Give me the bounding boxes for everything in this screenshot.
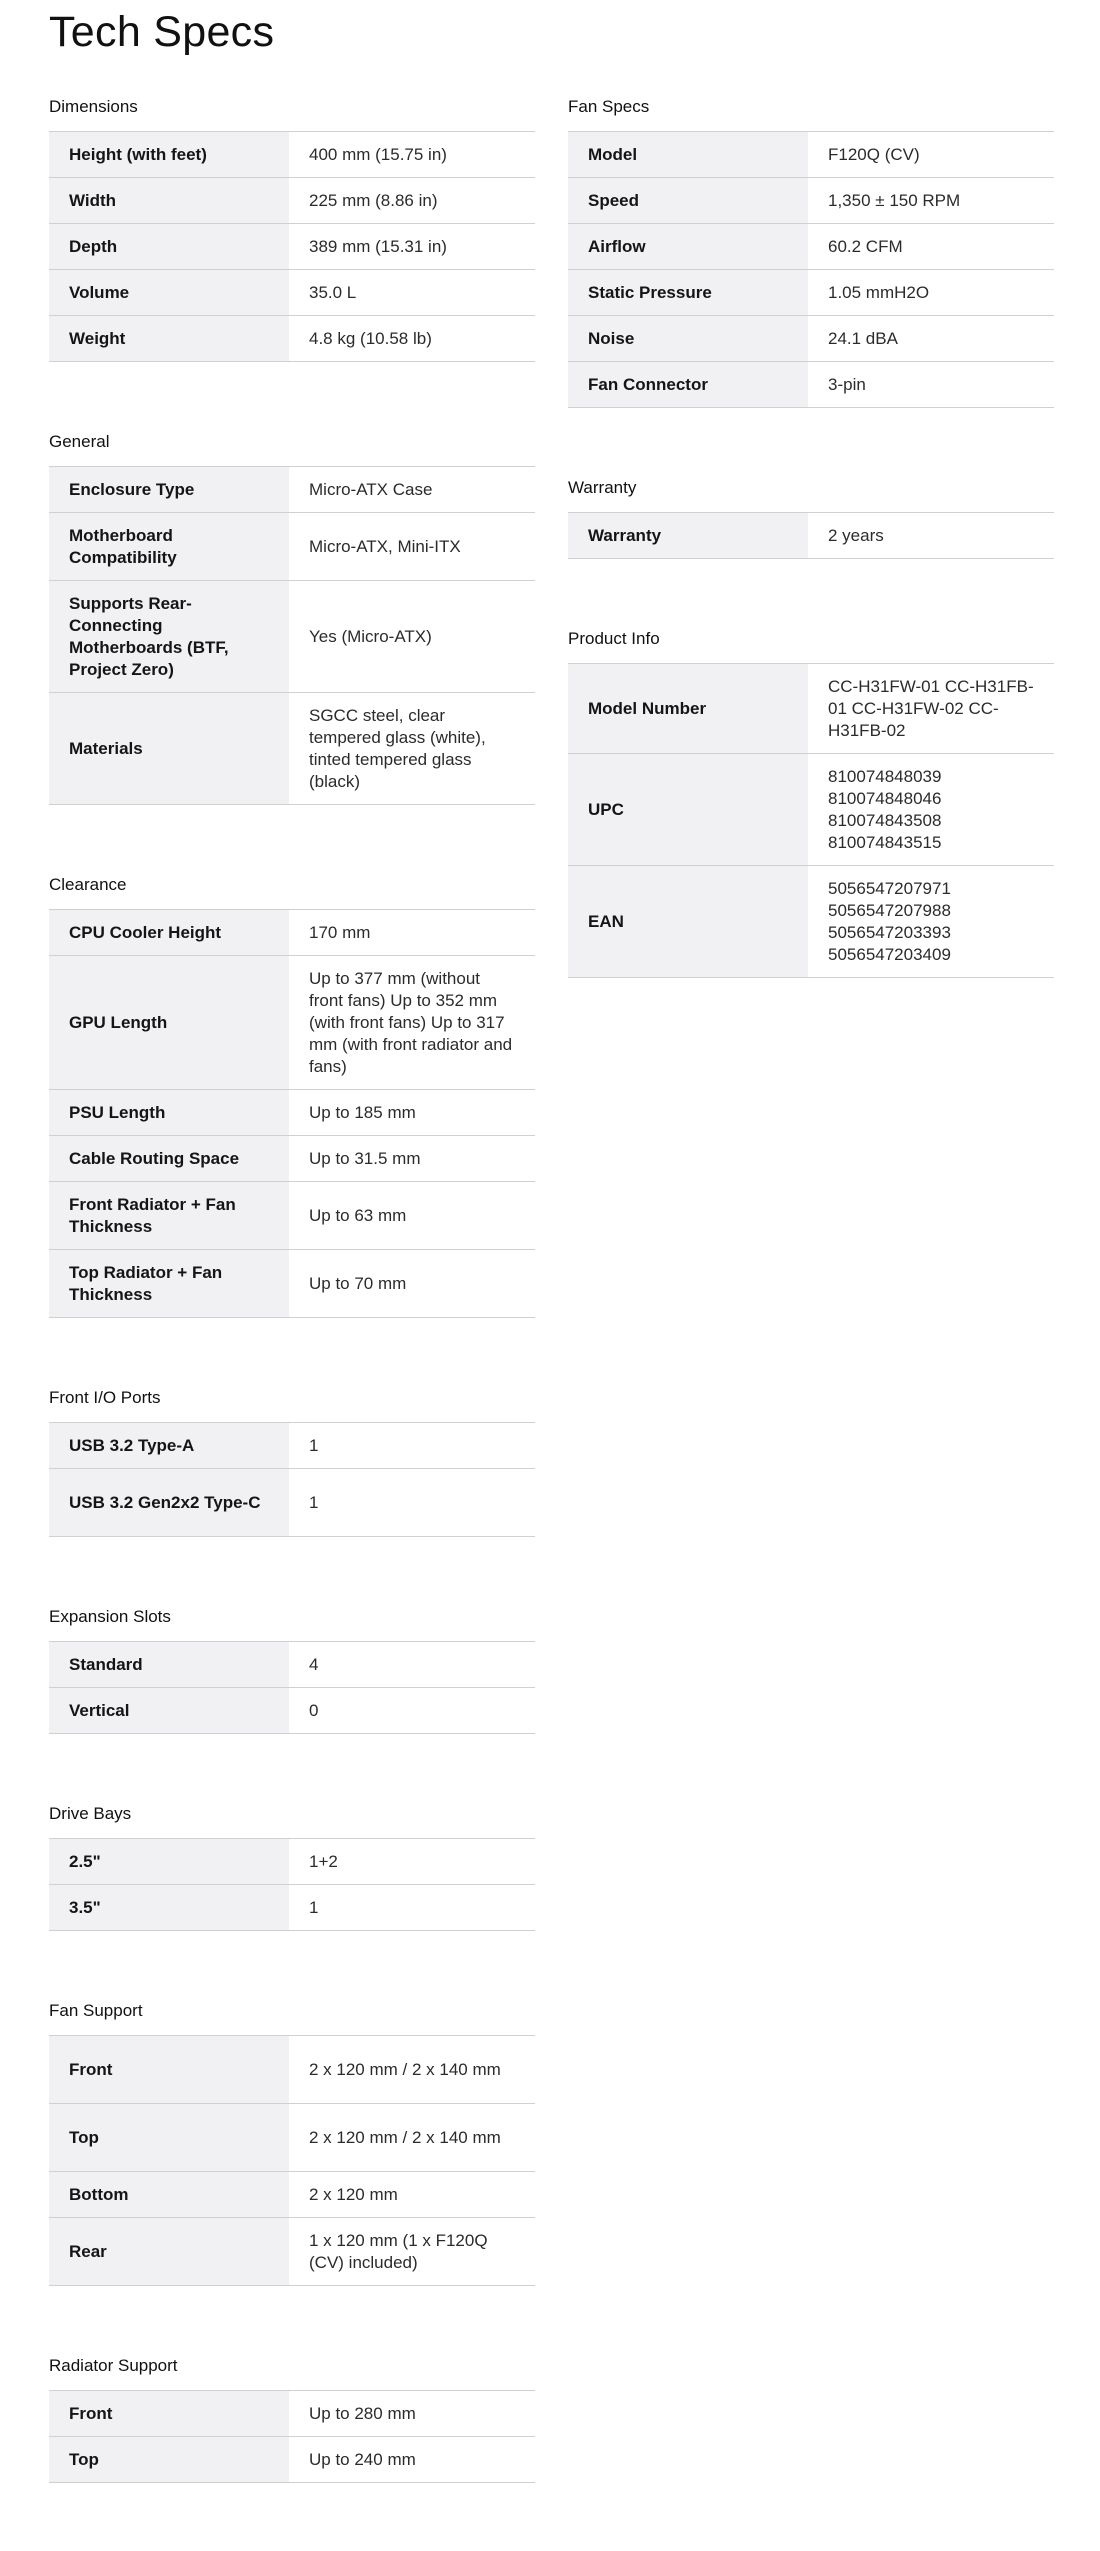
section-title: Drive Bays bbox=[49, 1804, 132, 1823]
spec-label: Height (with feet) bbox=[49, 132, 289, 178]
spec-table bbox=[49, 909, 535, 1318]
spec-label: Noise bbox=[568, 316, 808, 362]
spec-row bbox=[568, 316, 1054, 362]
spec-table bbox=[568, 663, 1054, 978]
spec-label: Cable Routing Space bbox=[49, 1136, 289, 1182]
spec-row bbox=[49, 316, 535, 362]
spec-label: Weight bbox=[49, 316, 289, 362]
spec-label: Standard bbox=[49, 1642, 289, 1688]
spec-row bbox=[49, 1642, 535, 1688]
section-title: Dimensions bbox=[49, 97, 138, 116]
spec-value: 389 mm (15.31 in) bbox=[309, 236, 447, 256]
section-title: Fan Specs bbox=[568, 97, 650, 116]
section-title: Warranty bbox=[568, 478, 637, 497]
spec-row bbox=[49, 910, 535, 956]
spec-label: Warranty bbox=[568, 513, 808, 559]
right-spec-column bbox=[568, 95, 1054, 1046]
section-warranty bbox=[568, 476, 1054, 559]
spec-row bbox=[49, 2172, 535, 2218]
spec-value: Micro-ATX Case bbox=[309, 479, 433, 499]
spec-label: GPU Length bbox=[49, 956, 289, 1090]
spec-value: 24.1 dBA bbox=[828, 328, 898, 348]
spec-row bbox=[568, 754, 1054, 866]
spec-value: 1 bbox=[309, 1435, 319, 1455]
spec-label: Static Pressure bbox=[568, 270, 808, 316]
spec-label: Enclosure Type bbox=[49, 467, 289, 513]
spec-value: Up to 31.5 mm bbox=[309, 1148, 421, 1168]
spec-label: USB 3.2 Type-A bbox=[49, 1423, 289, 1469]
spec-label: Volume bbox=[49, 270, 289, 316]
spec-label: Top bbox=[49, 2104, 289, 2172]
section-title: Radiator Support bbox=[49, 2356, 178, 2375]
spec-table bbox=[568, 512, 1054, 559]
section-product-info bbox=[568, 627, 1054, 978]
section-fan-specs bbox=[568, 95, 1054, 408]
spec-label: 2.5" bbox=[49, 1839, 289, 1885]
spec-value: 2 x 120 mm / 2 x 140 mm bbox=[309, 2059, 501, 2079]
spec-value: 2 x 120 mm bbox=[309, 2184, 398, 2204]
section-front-io-ports bbox=[49, 1386, 535, 1537]
spec-value: 3-pin bbox=[828, 374, 866, 394]
spec-row bbox=[49, 2218, 535, 2286]
spec-row bbox=[568, 866, 1054, 978]
spec-row bbox=[49, 224, 535, 270]
spec-value: Yes (Micro-ATX) bbox=[309, 626, 432, 646]
spec-row bbox=[49, 1250, 535, 1318]
spec-label: Vertical bbox=[49, 1688, 289, 1734]
spec-value: 2 years bbox=[828, 525, 884, 545]
spec-row bbox=[49, 2437, 535, 2483]
section-dimensions bbox=[49, 95, 535, 362]
spec-label: Width bbox=[49, 178, 289, 224]
left-spec-column bbox=[49, 95, 535, 2551]
spec-value: F120Q (CV) bbox=[828, 144, 920, 164]
spec-label: Depth bbox=[49, 224, 289, 270]
spec-value: Up to 63 mm bbox=[309, 1205, 407, 1225]
spec-label: UPC bbox=[568, 754, 808, 866]
spec-value: 1.05 mmH2O bbox=[828, 282, 930, 302]
spec-label: Model Number bbox=[568, 664, 808, 754]
spec-value: 60.2 CFM bbox=[828, 236, 903, 256]
section-fan-support bbox=[49, 1999, 535, 2286]
spec-table bbox=[49, 1838, 535, 1931]
spec-row bbox=[49, 178, 535, 224]
spec-row bbox=[568, 132, 1054, 178]
spec-label: Front bbox=[49, 2036, 289, 2104]
spec-row bbox=[49, 581, 535, 693]
spec-value: 4 bbox=[309, 1654, 319, 1674]
section-title: Expansion Slots bbox=[49, 1607, 171, 1626]
spec-row bbox=[49, 1136, 535, 1182]
spec-label: Motherboard Compatibility bbox=[49, 513, 289, 581]
spec-label: Fan Connector bbox=[568, 362, 808, 408]
spec-row bbox=[49, 1469, 535, 1537]
spec-value: Up to 377 mm (without front fans) Up to 352 mm (with front fans) Up to 317 mm (with front radiator and fans) bbox=[309, 968, 513, 1076]
spec-value: Micro-ATX, Mini-ITX bbox=[309, 536, 461, 556]
spec-row bbox=[49, 1423, 535, 1469]
page-title: Tech Specs bbox=[49, 8, 275, 56]
spec-row bbox=[568, 178, 1054, 224]
section-clearance bbox=[49, 873, 535, 1318]
spec-row bbox=[568, 664, 1054, 754]
spec-table bbox=[49, 1641, 535, 1734]
section-title: Product Info bbox=[568, 629, 660, 648]
section-title: Fan Support bbox=[49, 2001, 143, 2020]
spec-value: 0 bbox=[309, 1700, 319, 1720]
spec-label: Front Radiator + Fan Thickness bbox=[49, 1182, 289, 1250]
spec-label: EAN bbox=[568, 866, 808, 978]
spec-value: Up to 280 mm bbox=[309, 2403, 416, 2423]
spec-value: 810074848039 810074848046 810074843508 810074843515 bbox=[828, 766, 942, 852]
section-title: Clearance bbox=[49, 875, 127, 894]
spec-row bbox=[49, 693, 535, 805]
spec-value: Up to 70 mm bbox=[309, 1273, 407, 1293]
spec-row bbox=[49, 1688, 535, 1734]
spec-label: USB 3.2 Gen2x2 Type-C bbox=[49, 1469, 289, 1537]
spec-label: Speed bbox=[568, 178, 808, 224]
spec-row bbox=[568, 513, 1054, 559]
spec-row bbox=[49, 1839, 535, 1885]
spec-row bbox=[49, 956, 535, 1090]
spec-table bbox=[568, 131, 1054, 408]
spec-row bbox=[49, 1090, 535, 1136]
spec-value: 2 x 120 mm / 2 x 140 mm bbox=[309, 2127, 501, 2147]
section-title: General bbox=[49, 432, 110, 451]
spec-label: PSU Length bbox=[49, 1090, 289, 1136]
spec-value: 170 mm bbox=[309, 922, 371, 942]
section-drive-bays bbox=[49, 1802, 535, 1931]
spec-table bbox=[49, 2390, 535, 2483]
spec-row bbox=[49, 2036, 535, 2104]
spec-value: 225 mm (8.86 in) bbox=[309, 190, 438, 210]
spec-value: Up to 185 mm bbox=[309, 1102, 416, 1122]
spec-value: 1+2 bbox=[309, 1851, 338, 1871]
spec-row bbox=[49, 270, 535, 316]
spec-value: 4.8 kg (10.58 lb) bbox=[309, 328, 432, 348]
spec-value: 1,350 ± 150 RPM bbox=[828, 190, 961, 210]
spec-label: 3.5" bbox=[49, 1885, 289, 1931]
spec-table bbox=[49, 466, 535, 805]
spec-label: Rear bbox=[49, 2218, 289, 2286]
spec-label: Top Radiator + Fan Thickness bbox=[49, 1250, 289, 1318]
spec-label: Top bbox=[49, 2437, 289, 2483]
spec-row bbox=[568, 270, 1054, 316]
spec-row bbox=[49, 467, 535, 513]
spec-label: Front bbox=[49, 2391, 289, 2437]
section-expansion-slots bbox=[49, 1605, 535, 1734]
spec-row bbox=[568, 362, 1054, 408]
section-general bbox=[49, 430, 535, 805]
spec-row bbox=[49, 132, 535, 178]
spec-table bbox=[49, 131, 535, 362]
spec-value: 1 x 120 mm (1 x F120Q (CV) included) bbox=[309, 2230, 488, 2272]
spec-value: 400 mm (15.75 in) bbox=[309, 144, 447, 164]
spec-value: 1 bbox=[309, 1897, 319, 1917]
spec-table bbox=[49, 1422, 535, 1537]
spec-label: Airflow bbox=[568, 224, 808, 270]
spec-label: Bottom bbox=[49, 2172, 289, 2218]
spec-value: Up to 240 mm bbox=[309, 2449, 416, 2469]
spec-row bbox=[49, 2104, 535, 2172]
spec-value: 5056547207971 5056547207988 5056547203393 5056547203409 bbox=[828, 878, 951, 964]
section-radiator-support bbox=[49, 2354, 535, 2483]
spec-row bbox=[49, 2391, 535, 2437]
spec-label: Materials bbox=[49, 693, 289, 805]
spec-value: 1 bbox=[309, 1492, 319, 1512]
section-title: Front I/O Ports bbox=[49, 1388, 161, 1407]
spec-row bbox=[49, 1885, 535, 1931]
spec-value: 35.0 L bbox=[309, 282, 357, 302]
spec-value: CC-H31FW-01 CC-H31FB-01 CC-H31FW-02 CC-H31FB-02 bbox=[828, 676, 1034, 740]
spec-label: CPU Cooler Height bbox=[49, 910, 289, 956]
spec-row bbox=[49, 1182, 535, 1250]
spec-row bbox=[49, 513, 535, 581]
spec-row bbox=[568, 224, 1054, 270]
spec-label: Supports Rear-Connecting Motherboards (BTF, Project Zero) bbox=[49, 581, 289, 693]
spec-label: Model bbox=[568, 132, 808, 178]
spec-table bbox=[49, 2035, 535, 2286]
spec-value: SGCC steel, clear tempered glass (white), tinted tempered glass (black) bbox=[309, 705, 486, 791]
